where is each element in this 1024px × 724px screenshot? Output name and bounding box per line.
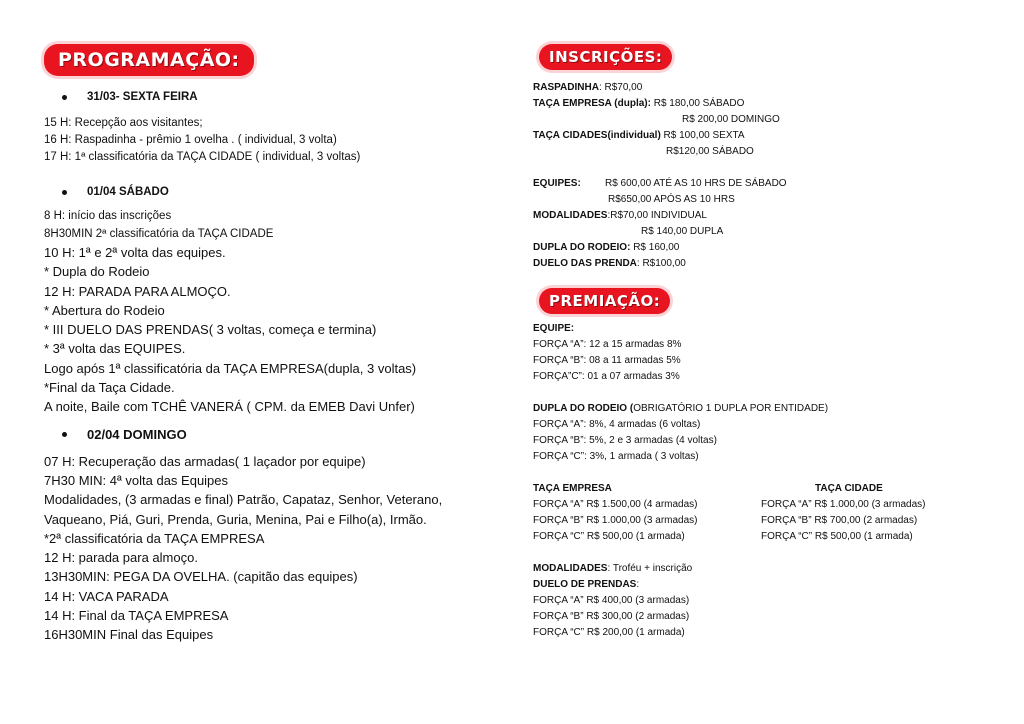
schedule-line: 13H30MIN: PEGA DA OVELHA. (capitão das equipes) bbox=[44, 569, 358, 585]
day-heading-sabado bbox=[62, 186, 484, 198]
prize-line: FORÇA “A” R$ 1.500,00 (4 armadas) bbox=[533, 499, 698, 510]
premiacao-block bbox=[533, 321, 973, 641]
premiacao-title: PREMIAÇÃO: bbox=[539, 288, 670, 314]
equipes-row bbox=[533, 176, 973, 192]
day2-schedule bbox=[44, 207, 484, 417]
taca-cidade-prizes bbox=[761, 481, 973, 545]
prize-line: FORÇA “C” R$ 200,00 (1 armada) bbox=[533, 627, 685, 638]
schedule-line: * 3ª volta das EQUIPES. bbox=[44, 341, 186, 357]
modalidades-value: : Troféu + inscrição bbox=[607, 563, 693, 574]
schedule-line: * Dupla do Rodeio bbox=[44, 264, 150, 280]
duelo-prendas-heading bbox=[533, 577, 973, 593]
schedule-line: 8 H: início das inscrições bbox=[44, 210, 172, 222]
inscricoes-title: INSCRIÇÕES: bbox=[539, 44, 672, 70]
inscricoes-premiacao-column bbox=[533, 44, 973, 641]
dupla-rodeio-note: OBRIGATÓRIO 1 DUPLA POR ENTIDADE) bbox=[633, 403, 829, 414]
bullet-icon bbox=[62, 432, 67, 437]
schedule-line: 15 H: Recepção aos visitantes; bbox=[44, 117, 203, 129]
day-heading-text: 02/04 DOMINGO bbox=[87, 426, 187, 442]
prize-line: FORÇA “B”: 08 a 11 armadas 5% bbox=[533, 355, 681, 366]
equipes-value-2: R$650,00 APÓS AS 10 HRS bbox=[608, 194, 735, 205]
day2-large-lines bbox=[44, 243, 484, 417]
duelo-prendas-colon: : bbox=[636, 579, 640, 590]
programacao-title: PROGRAMAÇÃO: bbox=[44, 44, 254, 76]
raspadinha-label: RASPADINHA bbox=[533, 82, 599, 93]
dupla-rodeio-row bbox=[533, 240, 973, 256]
prize-line: FORÇA “B” R$ 300,00 (2 armadas) bbox=[533, 611, 690, 622]
prize-line: FORÇA “C” R$ 500,00 (1 armada) bbox=[761, 531, 913, 542]
programacao-column bbox=[44, 44, 484, 645]
equipes-label: EQUIPES: bbox=[533, 178, 581, 189]
inscricoes-block bbox=[533, 80, 973, 272]
day2-small-lines bbox=[44, 207, 484, 243]
duelo-prendas-label: DUELO DE PRENDAS bbox=[533, 579, 637, 590]
duelo-prenda-label: DUELO DAS PRENDA bbox=[533, 258, 637, 269]
taca-cidade-label: TAÇA CIDADE bbox=[815, 483, 883, 494]
taca-empresa-label: TAÇA EMPRESA bbox=[533, 483, 612, 494]
schedule-line: 16 H: Raspadinha - prêmio 1 ovelha . ( individual, 3 volta) bbox=[44, 134, 337, 146]
prize-line: FORÇA “A”: 12 a 15 armadas 8% bbox=[533, 339, 682, 350]
schedule-line: *2ª classificatória da TAÇA EMPRESA bbox=[44, 530, 265, 546]
prize-line: FORÇA “A” R$ 400,00 (3 armadas) bbox=[533, 595, 690, 606]
taca-prizes-table bbox=[533, 481, 973, 545]
taca-empresa-row bbox=[533, 96, 973, 112]
schedule-line: * Abertura do Rodeio bbox=[44, 302, 165, 318]
dupla-rodeio-heading bbox=[533, 401, 973, 417]
bullet-icon bbox=[62, 95, 67, 100]
prize-line: FORÇA “C”: 3%, 1 armada ( 3 voltas) bbox=[533, 451, 699, 462]
schedule-line: 14 H: Final da TAÇA EMPRESA bbox=[44, 608, 229, 624]
day-heading-text: 01/04 SÁBADO bbox=[87, 186, 169, 198]
taca-empresa-label: TAÇA EMPRESA (dupla): bbox=[533, 98, 651, 109]
day-heading-sexta bbox=[62, 91, 484, 103]
taca-empresa-prizes bbox=[533, 481, 761, 545]
schedule-line: * III DUELO DAS PRENDAS( 3 voltas, começa e termina) bbox=[44, 322, 377, 338]
modalidades-row bbox=[533, 208, 973, 224]
schedule-line: Modalidades, (3 armadas e final) Patrão, Capataz, Senhor, Veterano, bbox=[44, 492, 443, 508]
bullet-icon bbox=[62, 190, 67, 195]
taca-cidades-row bbox=[533, 128, 973, 144]
taca-empresa-value: R$ 180,00 SÁBADO bbox=[650, 98, 745, 109]
schedule-line: Vaqueano, Piá, Guri, Prenda, Guria, Menina, Pai e Filho(a), Irmão. bbox=[44, 511, 427, 527]
taca-cidades-value: R$ 100,00 SEXTA bbox=[660, 130, 745, 141]
modalidades-label: MODALIDADES bbox=[533, 210, 608, 221]
duelo-prenda-row bbox=[533, 256, 973, 272]
modalidades-value: :R$70,00 INDIVIDUAL bbox=[607, 210, 707, 221]
prize-line: FORÇA “B” R$ 700,00 (2 armadas) bbox=[761, 515, 918, 526]
equipe-label: EQUIPE: bbox=[533, 323, 575, 334]
schedule-line: 8H30MIN 2ª classificatória da TAÇA CIDADE bbox=[44, 228, 274, 240]
taca-cidades-value-2: R$120,00 SÁBADO bbox=[666, 146, 754, 157]
prize-line: FORÇA “B”: 5%, 2 e 3 armadas (4 voltas) bbox=[533, 435, 717, 446]
dupla-rodeio-label: DUPLA DO RODEIO: bbox=[533, 242, 631, 253]
schedule-line: *Final da Taça Cidade. bbox=[44, 380, 175, 396]
taca-empresa-value-2: R$ 200,00 DOMINGO bbox=[682, 114, 780, 125]
prize-line: FORÇA “B” R$ 1.000,00 (3 armadas) bbox=[533, 515, 698, 526]
prize-line: FORÇA “A”: 8%, 4 armadas (6 voltas) bbox=[533, 419, 701, 430]
modalidades-prize-row bbox=[533, 561, 973, 577]
dupla-rodeio-value: R$ 160,00 bbox=[630, 242, 680, 253]
schedule-line: 12 H: PARADA PARA ALMOÇO. bbox=[44, 283, 231, 299]
schedule-line: 07 H: Recuperação das armadas( 1 laçador por equipe) bbox=[44, 453, 366, 469]
day1-schedule bbox=[44, 115, 484, 166]
prize-line: FORÇA “C” R$ 500,00 (1 armada) bbox=[533, 531, 685, 542]
schedule-line: A noite, Baile com TCHÊ VANERÁ ( CPM. da EMEB Davi Unfer) bbox=[44, 399, 415, 415]
duelo-prenda-value: : R$100,00 bbox=[636, 258, 686, 269]
schedule-line: 10 H: 1ª e 2ª volta das equipes. bbox=[44, 245, 226, 260]
modalidades-label: MODALIDADES bbox=[533, 563, 608, 574]
schedule-line: 16H30MIN Final das Equipes bbox=[44, 627, 214, 643]
prize-line: FORÇA”C”: 01 a 07 armadas 3% bbox=[533, 371, 680, 382]
dupla-rodeio-label: DUPLA DO RODEIO ( bbox=[533, 403, 634, 414]
raspadinha-value: : R$70,00 bbox=[598, 82, 643, 93]
taca-cidades-label: TAÇA CIDADES(individual) bbox=[533, 130, 661, 141]
modalidades-value-2: R$ 140,00 DUPLA bbox=[641, 226, 724, 237]
day-heading-domingo bbox=[62, 427, 484, 442]
schedule-line: 14 H: VACA PARADA bbox=[44, 588, 169, 604]
schedule-line: 17 H: 1ª classificatória da TAÇA CIDADE ( individual, 3 voltas) bbox=[44, 151, 361, 163]
schedule-line: Logo após 1ª classificatória da TAÇA EMPRESA(dupla, 3 voltas) bbox=[44, 360, 417, 376]
schedule-line: 7H30 MIN: 4ª volta das Equipes bbox=[44, 472, 229, 488]
schedule-line: 12 H: parada para almoço. bbox=[44, 550, 198, 566]
prize-line: FORÇA “A” R$ 1.000,00 (3 armadas) bbox=[761, 499, 926, 510]
raspadinha-row bbox=[533, 80, 973, 96]
day-heading-text: 31/03- SEXTA FEIRA bbox=[87, 91, 198, 103]
day3-schedule bbox=[44, 452, 484, 645]
equipes-value: R$ 600,00 ATÉ AS 10 HRS DE SÁBADO bbox=[605, 178, 787, 189]
